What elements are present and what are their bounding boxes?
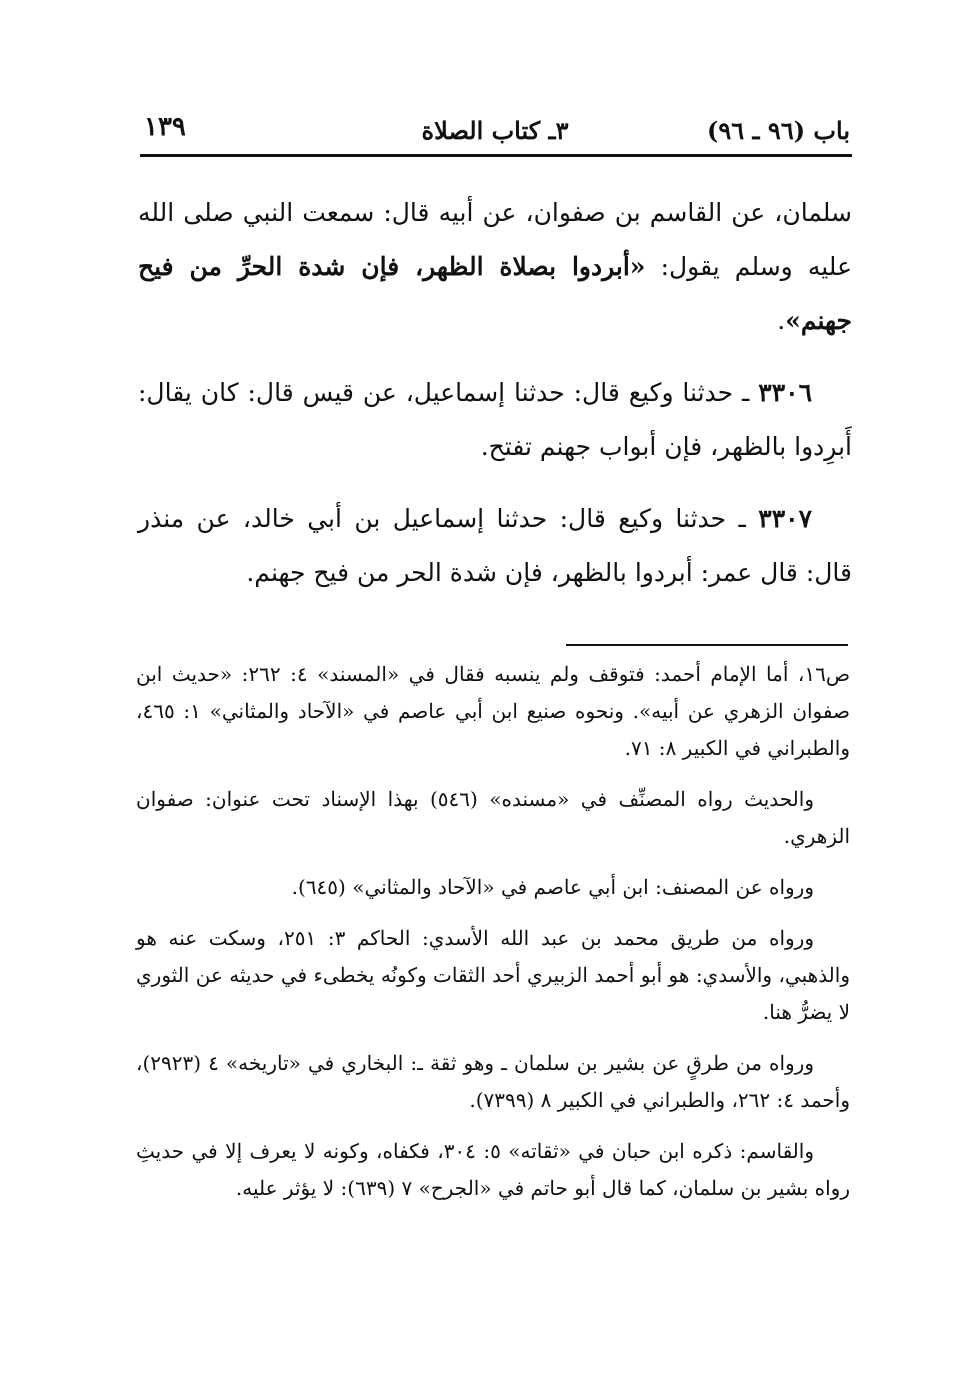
paragraph-end: . (777, 306, 786, 335)
footnote-separator (566, 644, 848, 646)
hadith-text: ـ حدثنا وكيع قال: حدثنا إسماعيل، عن قيس قال: كان يقال: أَبرِدوا بالظهر، فإن أبواب جهنم تفتح. (138, 378, 852, 461)
footnote-paragraph: ورواه من طرقٍ عن بشير بن سلمان ـ وهو ثقة ـ: البخاري في «تاريخه» ٤ (٢٩٢٣)، وأحمد ٤: ٢٦٢، والطبراني في الكبير ٨ (٧٣٩٩). (136, 1051, 850, 1112)
hadith-quote: «أبردوا بصلاة الظهر، فإن شدة الحرِّ من فيح جهنم» (138, 252, 852, 335)
footnote-paragraph: والقاسم: ذكره ابن حبان في «ثقاته» ٥: ٣٠٤، فكفاه، وكونه لا يعرف إلا في حديثِ رواه بشير بن سلمان، كما قال أبو حاتم في «الجرح» ٧ (٦٣٩): لا يؤثر عليه. (136, 1139, 850, 1200)
chapter-heading: باب (٩٦ ـ ٩٦) (707, 116, 850, 145)
hadith-3307 (138, 492, 852, 600)
hadith-number: ٣٣٠٦ (758, 378, 812, 407)
footnotes (136, 656, 850, 1221)
page-number: ١٣٩ (144, 112, 186, 142)
book-heading: ٣ـ كتاب الصلاة (421, 116, 569, 145)
hadith-number: ٣٣٠٧ (758, 504, 812, 533)
header-rule (140, 154, 852, 157)
hadith-3306 (138, 366, 852, 474)
paragraph-text: سلمان، عن القاسم بن صفوان، عن أبيه قال: سمعت النبي صلى الله عليه وسلم يقول: (138, 198, 853, 281)
main-text (138, 186, 852, 618)
running-header (140, 112, 850, 152)
footnote-paragraph: ورواه عن المصنف: ابن أبي عاصم في «الآحاد والمثاني» (٦٤٥). (291, 875, 814, 899)
paragraph-continuation (138, 186, 852, 348)
footnote-paragraph: ورواه من طريق محمد بن عبد الله الأسدي: الحاكم ٣: ٢٥١، وسكت عنه هو والذهبي، والأسدي: هو أبو أحمد الزبيري أحد الثقات وكونُه يخطىء في حديثه عن الثوري لا يضرُّ هنا. (136, 926, 850, 1024)
hadith-text: ـ حدثنا وكيع قال: حدثنا إسماعيل بن أبي خالد، عن منذر قال: قال عمر: أبردوا بالظهر، فإن شدة الحر من فيح جهنم. (138, 504, 852, 587)
footnote-paragraph: والحديث رواه المصنِّف في «مسنده» (٥٤٦) بهذا الإسناد تحت عنوان: صفوان الزهري. (136, 787, 850, 848)
footnote-paragraph: ص١٦، أما الإمام أحمد: فتوقف ولم ينسبه فقال في «المسند» ٤: ٢٦٢: «حديث ابن صفوان الزهري عن أبيه». ونحوه صنيع ابن أبي عاصم في «الآحاد والمثاني» ١: ٤٦٥، والطبراني في الكبير ٨: ٧١. (136, 662, 851, 760)
